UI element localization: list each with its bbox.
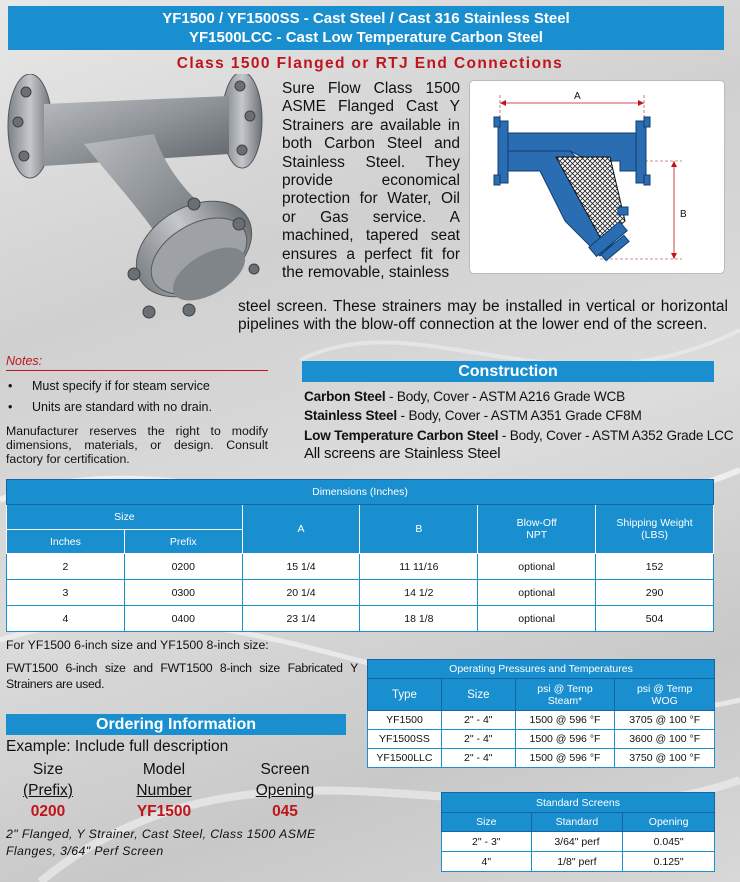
col-a-header: A	[242, 505, 360, 554]
size-note: For YF1500 6-inch size and YF1500 8-inch size:	[6, 638, 269, 652]
ordering-column-screen	[242, 759, 328, 822]
table-row	[368, 711, 715, 730]
header-line-1: YF1500 / YF1500SS - Cast Steel / Cast 316 Stainless Steel	[162, 10, 570, 27]
notes-item	[8, 400, 212, 414]
table-cell: 3	[7, 580, 125, 606]
table-cell: 4	[7, 606, 125, 632]
notes-divider	[6, 370, 268, 371]
table-cell: 3/64" perf	[531, 832, 623, 852]
operating-table-title: Operating Pressures and Temperatures	[368, 660, 715, 679]
construction-screens: All screens are Stainless Steel	[304, 445, 501, 462]
table-cell: 18 1/8	[360, 606, 478, 632]
table-row	[368, 730, 715, 749]
ordering-title: Ordering Information	[6, 714, 346, 735]
table-cell: 2" - 3"	[442, 832, 532, 852]
col-weight-header: Shipping Weight (LBS)	[596, 505, 714, 554]
table-cell: 3705 @ 100 °F	[615, 711, 715, 730]
ordering-value: YF1500	[136, 803, 192, 820]
table-cell: 11 11/16	[360, 554, 478, 580]
table-row	[442, 832, 715, 852]
table-cell: 3600 @ 100 °F	[615, 730, 715, 749]
col-wog-header: psi @ Temp WOG	[615, 679, 715, 711]
diagram-label-a: A	[574, 91, 581, 102]
construction-line	[304, 427, 733, 444]
material-name: Stainless Steel	[304, 408, 397, 423]
ordering-value: 0200	[30, 803, 66, 820]
intro-text-bottom: steel screen. These strainers may be installed in vertical or horizontal pipelines with the blow-off connection at the lower end of the screen.	[238, 298, 728, 334]
ordering-label: Model	[142, 761, 186, 778]
bullet-icon: •	[8, 379, 13, 393]
header-line-2: YF1500LCC - Cast Low Temperature Carbon Steel	[189, 29, 543, 46]
material-spec: - Body, Cover - ASTM A216 Grade WCB	[385, 389, 626, 404]
ordering-label: Number	[136, 782, 192, 799]
subheading: Class 1500 Flanged or RTJ End Connections	[176, 55, 564, 72]
table-cell: 3750 @ 100 °F	[615, 749, 715, 768]
table-cell: 1500 @ 596 °F	[515, 749, 615, 768]
ordering-label: Opening	[255, 782, 315, 799]
table-cell: 290	[596, 580, 714, 606]
table-cell: 0.045"	[623, 832, 715, 852]
col-steam-header: psi @ Temp Steam*	[515, 679, 615, 711]
table-cell: 152	[596, 554, 714, 580]
table-cell: 0300	[124, 580, 242, 606]
ordering-column-size	[6, 759, 90, 822]
construction-line	[304, 407, 642, 424]
dimensions-table-title: Dimensions (Inches)	[7, 480, 714, 505]
ordering-example: Example: Include full description	[6, 738, 229, 755]
notes-title: Notes:	[6, 354, 43, 368]
ordering-label: Size	[32, 761, 64, 778]
table-cell: 1/8" perf	[531, 852, 623, 872]
screens-table-title: Standard Screens	[442, 793, 715, 813]
table-cell: 2" - 4"	[441, 730, 515, 749]
strainer-photo	[4, 74, 266, 336]
table-row	[7, 580, 714, 606]
col-inches-header: Inches	[7, 530, 125, 554]
ordering-label: Screen	[260, 761, 310, 778]
table-cell: 14 1/2	[360, 580, 478, 606]
col-type-header: Type	[368, 679, 442, 711]
standard-screens-table	[441, 792, 715, 872]
table-cell: 20 1/4	[242, 580, 360, 606]
table-cell: optional	[478, 580, 596, 606]
table-cell: 2	[7, 554, 125, 580]
ordering-description: 2" Flanged, Y Strainer, Cast Steel, Class 1500 ASME Flanges, 3/64" Perf Screen	[6, 827, 316, 858]
col-opening-header: Opening	[623, 813, 715, 832]
table-cell: YF1500	[368, 711, 442, 730]
table-cell: 504	[596, 606, 714, 632]
table-cell: 1500 @ 596 °F	[515, 711, 615, 730]
col-size-header: Size	[441, 679, 515, 711]
dimension-diagram	[469, 80, 725, 274]
table-row	[7, 606, 714, 632]
size-header: Size	[7, 505, 243, 530]
col-b-header: B	[360, 505, 478, 554]
table-row	[7, 554, 714, 580]
table-cell: 15 1/4	[242, 554, 360, 580]
strainer-diagram-svg	[470, 81, 726, 275]
col-blowoff-header: Blow-Off NPT	[478, 505, 596, 554]
dimensions-table	[6, 479, 714, 632]
ordering-column-model	[116, 759, 212, 822]
table-cell: 0400	[124, 606, 242, 632]
fwt-note: FWT1500 6-inch size and FWT1500 8-inch size Fabricated Y Strainers are used.	[6, 661, 358, 691]
material-name: Low Temperature Carbon Steel	[304, 428, 499, 443]
table-cell: 2" - 4"	[441, 749, 515, 768]
table-cell: 0.125"	[623, 852, 715, 872]
table-cell: 2" - 4"	[441, 711, 515, 730]
material-name: Carbon Steel	[304, 389, 386, 404]
table-row	[368, 749, 715, 768]
table-row	[442, 852, 715, 872]
table-cell: YF1500LLC	[368, 749, 442, 768]
intro-text-top: Sure Flow Class 1500 ASME Flanged Cast Y Strainers are available in both Carbon Steel and Stainless Steel. They provide economical protection for Water, Oil or Gas service. A machined, tapered seat ensures a perfect fit for the removable, stainless	[282, 80, 460, 282]
notes-item-text: Units are standard with no drain.	[32, 400, 212, 414]
table-cell: optional	[478, 554, 596, 580]
header-bar	[8, 6, 724, 50]
notes-paragraph: Manufacturer reserves the right to modify dimensions, materials, or design. Consult factory for certification.	[6, 424, 268, 466]
notes-item	[8, 379, 210, 393]
table-cell: 23 1/4	[242, 606, 360, 632]
material-spec: - Body, Cover - ASTM A352 Grade LCC	[498, 428, 734, 443]
table-cell: YF1500SS	[368, 730, 442, 749]
construction-line	[304, 388, 625, 405]
ordering-value: 045	[272, 803, 298, 820]
col-size-header: Size	[442, 813, 532, 832]
table-cell: 4"	[442, 852, 532, 872]
bullet-icon: •	[8, 400, 13, 414]
table-cell: optional	[478, 606, 596, 632]
col-prefix-header: Prefix	[124, 530, 242, 554]
ordering-label: (Prefix)	[23, 782, 73, 799]
material-spec: - Body, Cover - ASTM A351 Grade CF8M	[396, 408, 642, 423]
operating-pressures-table	[367, 659, 715, 768]
table-cell: 1500 @ 596 °F	[515, 730, 615, 749]
construction-title: Construction	[302, 361, 714, 382]
table-cell: 0200	[124, 554, 242, 580]
diagram-label-b: B	[680, 209, 687, 220]
col-standard-header: Standard	[531, 813, 623, 832]
notes-item-text: Must specify if for steam service	[32, 379, 210, 393]
